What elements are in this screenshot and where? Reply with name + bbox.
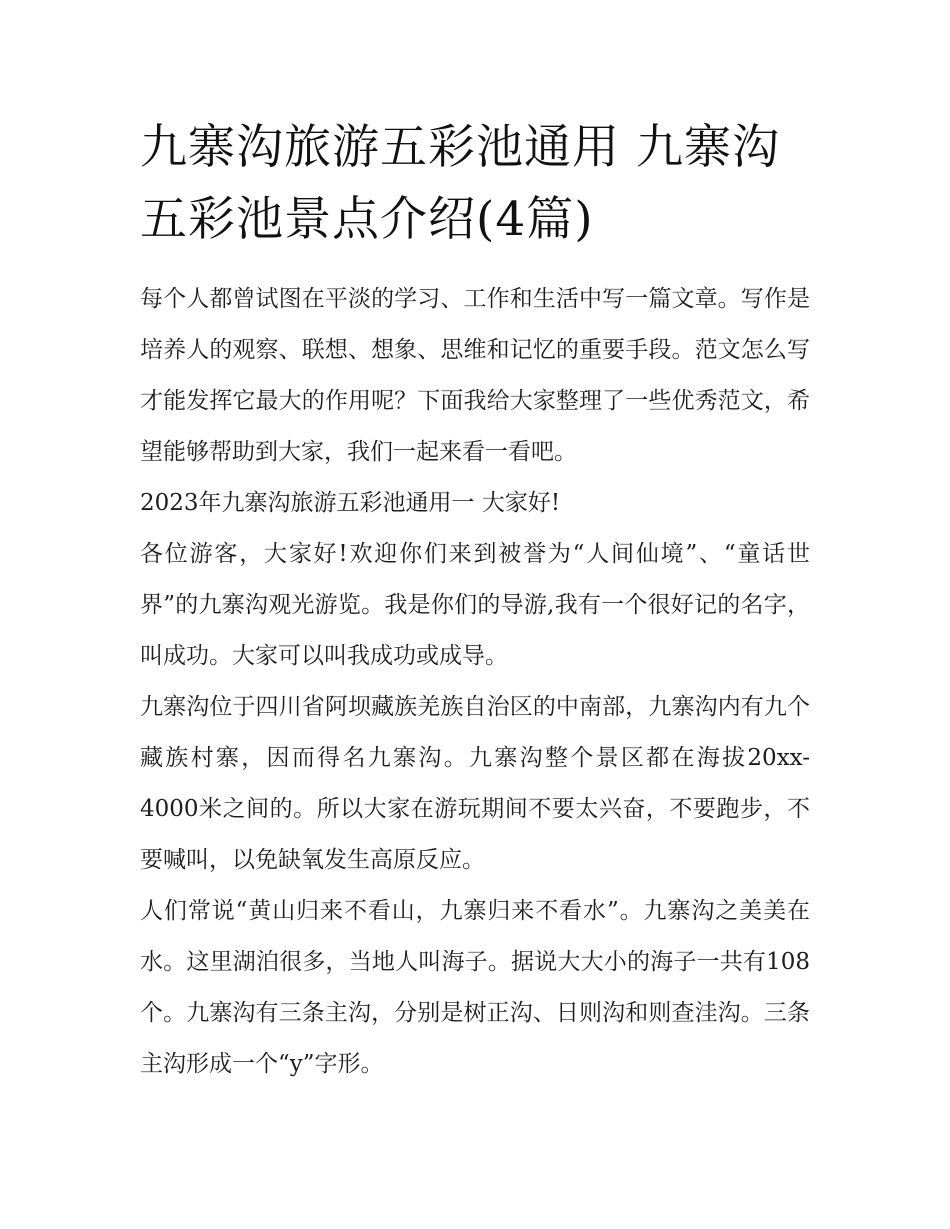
- paragraph-greeting: 各位游客，大家好!欢迎你们来到被誉为“人间仙境”、“童话世界”的九寨沟观光游览。我是你们的导游,我有一个很好记的名字，叫成功。大家可以叫我成功或成导。: [140, 541, 810, 669]
- paragraph-location: 九寨沟位于四川省阿坝藏族羌族自治区的中南部，九寨沟内有九个藏族村寨，因而得名九寨沟。九寨沟整个景区都在海拔20xx-4000米之间的。所以大家在游玩期间不要太兴奋，不要跑步，不要喊叫，以免缺氧发生高原反应。: [140, 694, 810, 873]
- document-title: 九寨沟旅游五彩池通用 九寨沟五彩池景点介绍(4篇): [140, 120, 780, 247]
- paragraph-intro: 每个人都曾试图在平淡的学习、工作和生活中写一篇文章。写作是培养人的观察、联想、想象、思维和记忆的重要手段。范文怎么写才能发挥它最大的作用呢？下面我给大家整理了一些优秀范文，希望能够帮助到大家，我们一起来看一看吧。: [140, 286, 810, 465]
- paragraph-section-heading: 2023年九寨沟旅游五彩池通用一 大家好!: [140, 490, 561, 516]
- paragraph-water: 人们常说“黄山归来不看山，九寨归来不看水”。九寨沟之美美在水。这里湖泊很多，当地人叫海子。据说大大小的海子一共有108个。九寨沟有三条主沟，分别是树正沟、日则沟和则查洼沟。三条主沟形成一个“y”字形。: [140, 898, 810, 1077]
